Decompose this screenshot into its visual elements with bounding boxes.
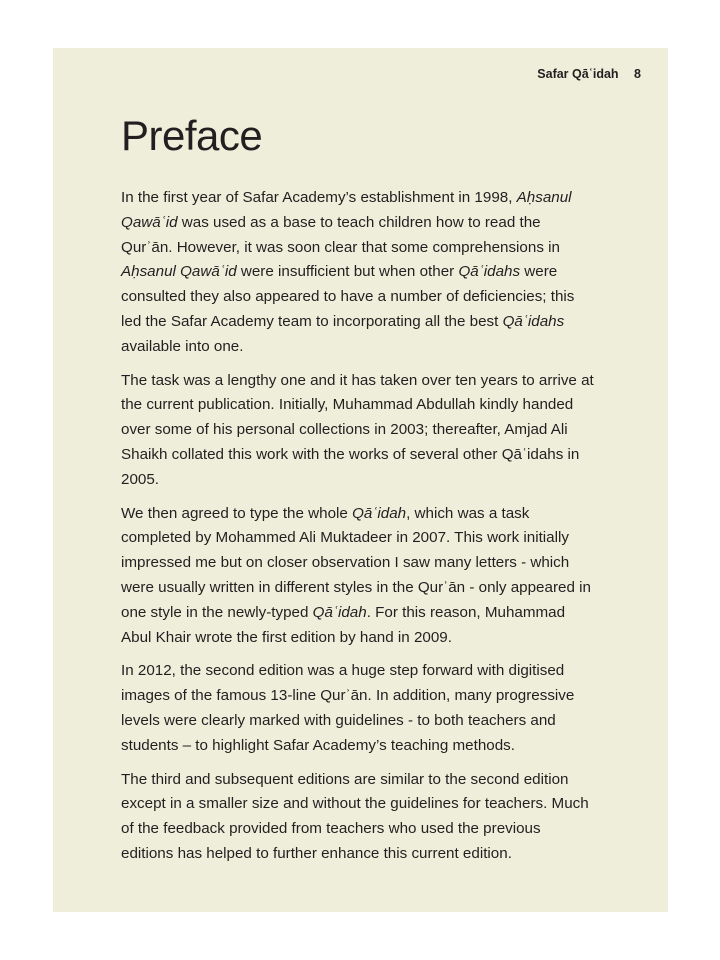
text-run: were insufficient but when other (236, 263, 459, 281)
paragraph (121, 768, 596, 867)
text-run: We then agreed to type the whole (121, 504, 353, 522)
text-run: available into one. (121, 337, 244, 355)
paragraph (121, 502, 596, 651)
paragraph (121, 659, 596, 758)
text-run: was used as a base to teach children how to read the Qurʾān. However, it was soon clear that some comprehensions in (121, 213, 560, 256)
italic-term: Qāʿidah (352, 504, 407, 522)
text-run: The third and subsequent editions are similar to the second edition except in a smaller size and without the guidelines for teachers. Much of the feedback provided from teachers who used the previous editions has helped to further enhance this current edition. (121, 770, 589, 862)
text-run: , which was a task completed by Mohammed Ali Muktadeer in 2007. This work initially impressed me but on closer observation I saw many letters - which were usually written in different styles in the Qurʾān - only appeared in one style in the newly-typed (121, 504, 591, 621)
text-run: The task was a lengthy one and it has taken over ten years to arrive at the current publication. Initially, Muhammad Abdullah kindly handed over some of his personal collections in 2003; thereafter, Amjad Ali Shaikh collated this work with the works of several other Qāʿidahs in 2005. (121, 371, 594, 488)
book-title: Safar Qāʿidah (537, 67, 619, 81)
paragraph (121, 186, 596, 360)
preface-body (121, 186, 596, 876)
page-title: Preface (121, 112, 263, 159)
text-run: . For this reason, Muhammad Abul Khair wrote the first edition by hand in 2009. (121, 603, 566, 646)
italic-term: Qāʿidahs (458, 263, 521, 281)
paragraph (121, 369, 596, 493)
page-number: 8 (634, 67, 641, 81)
running-header (537, 67, 641, 81)
italic-term: Qāʿidah (312, 603, 367, 621)
text-run: were consulted they also appeared to have a number of deficiencies; this led the Safar Academy team to incorporating all the best (121, 263, 575, 330)
text-run: In the first year of Safar Academy’s establishment in 1998, (121, 189, 517, 206)
italic-term: Qāʿidahs (502, 312, 565, 330)
book-page (53, 48, 668, 912)
text-run: In 2012, the second edition was a huge step forward with digitised images of the famous 13-line Qurʾān. In addition, many progressive levels were clearly marked with guidelines - to both teachers and students – to highlight Safar Academy’s teaching methods. (121, 662, 575, 754)
italic-term: Aḥsanul Qawāʿid (121, 263, 237, 281)
italic-term: Aḥsanul Qawāʿid (121, 189, 572, 231)
